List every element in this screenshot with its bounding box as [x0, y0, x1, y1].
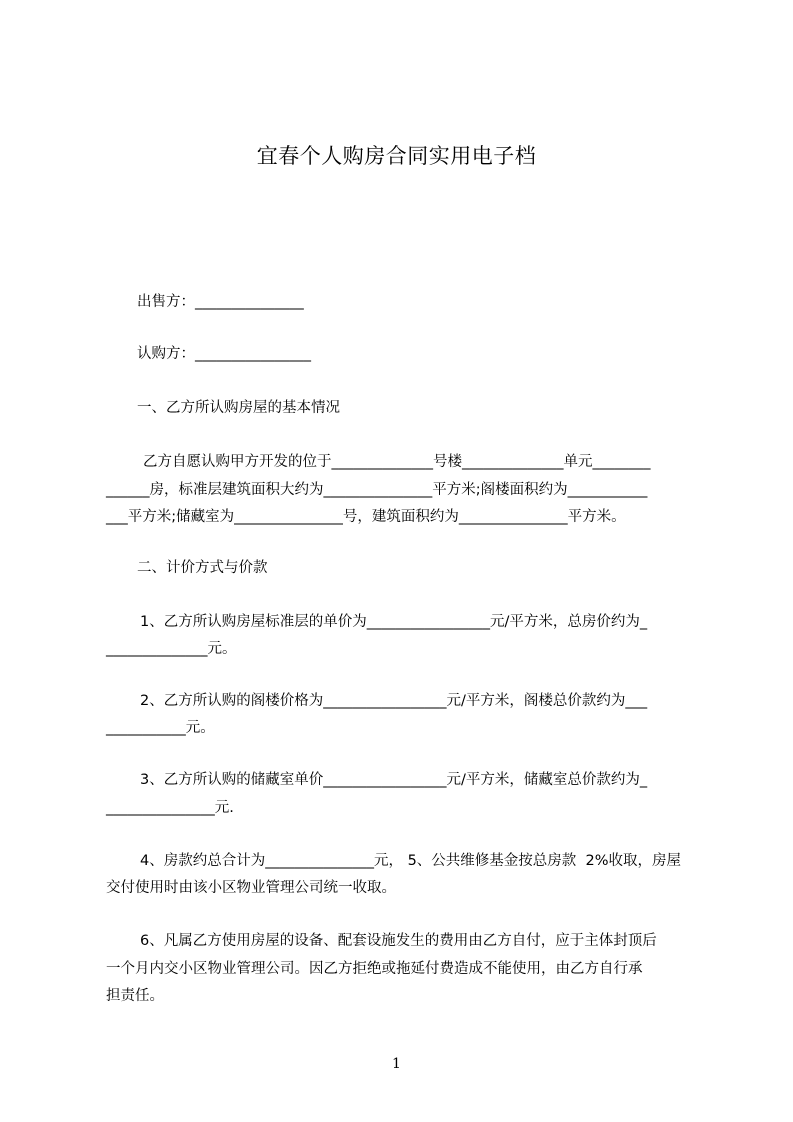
- page-number: 1: [392, 1056, 401, 1072]
- section2-heading: 二、计价方式与价款: [137, 560, 268, 576]
- section1-para-line: 乙方自愿认购甲方开发的位于______________号楼______________单元________: [143, 454, 651, 470]
- section1-heading: 一、乙方所认购房屋的基本情况: [137, 400, 340, 416]
- item3-line: _______________元.: [106, 800, 234, 816]
- seller-line: 出售方：_______________: [137, 294, 304, 310]
- item1-line: ______________元。: [106, 641, 237, 657]
- item6-line: 一个月内交小区物业管理公司。因乙方拒绝或拖延付费造成不能使用，由乙方自行承: [106, 961, 643, 977]
- item6-line: 担责任。: [106, 988, 164, 1004]
- section1-para-line: ______房，标准层建筑面积大约为_______________平方米;阁楼面积约为___________: [106, 482, 648, 498]
- item3-line: 3、乙方所认购的储藏室单价_________________元/平方米，储藏室总价款约为_: [140, 772, 648, 788]
- buyer-line: 认购方：________________: [137, 346, 311, 362]
- document-title: 宜春个人购房合同实用电子档: [256, 144, 537, 168]
- item4-line: 4、房款约总合计为_______________元， 5、公共维修基金按总房款 2%收取，房屋: [140, 853, 682, 869]
- item6-line: 6、凡属乙方使用房屋的设备、配套设施发生的费用由乙方自付，应于主体封顶后: [140, 933, 657, 949]
- item1-line: 1、乙方所认购房屋标准层的单价为_________________元/平方米，总房价约为_: [140, 614, 648, 630]
- item2-line: ___________元。: [106, 720, 215, 736]
- section1-para-line: ___平方米;储藏室为_______________号，建筑面积约为_______________平方米。: [106, 509, 626, 525]
- item4-line: 交付使用时由该小区物业管理公司统一收取。: [106, 880, 396, 896]
- item2-line: 2、乙方所认购的阁楼价格为_________________元/平方米，阁楼总价款约为___: [140, 693, 648, 709]
